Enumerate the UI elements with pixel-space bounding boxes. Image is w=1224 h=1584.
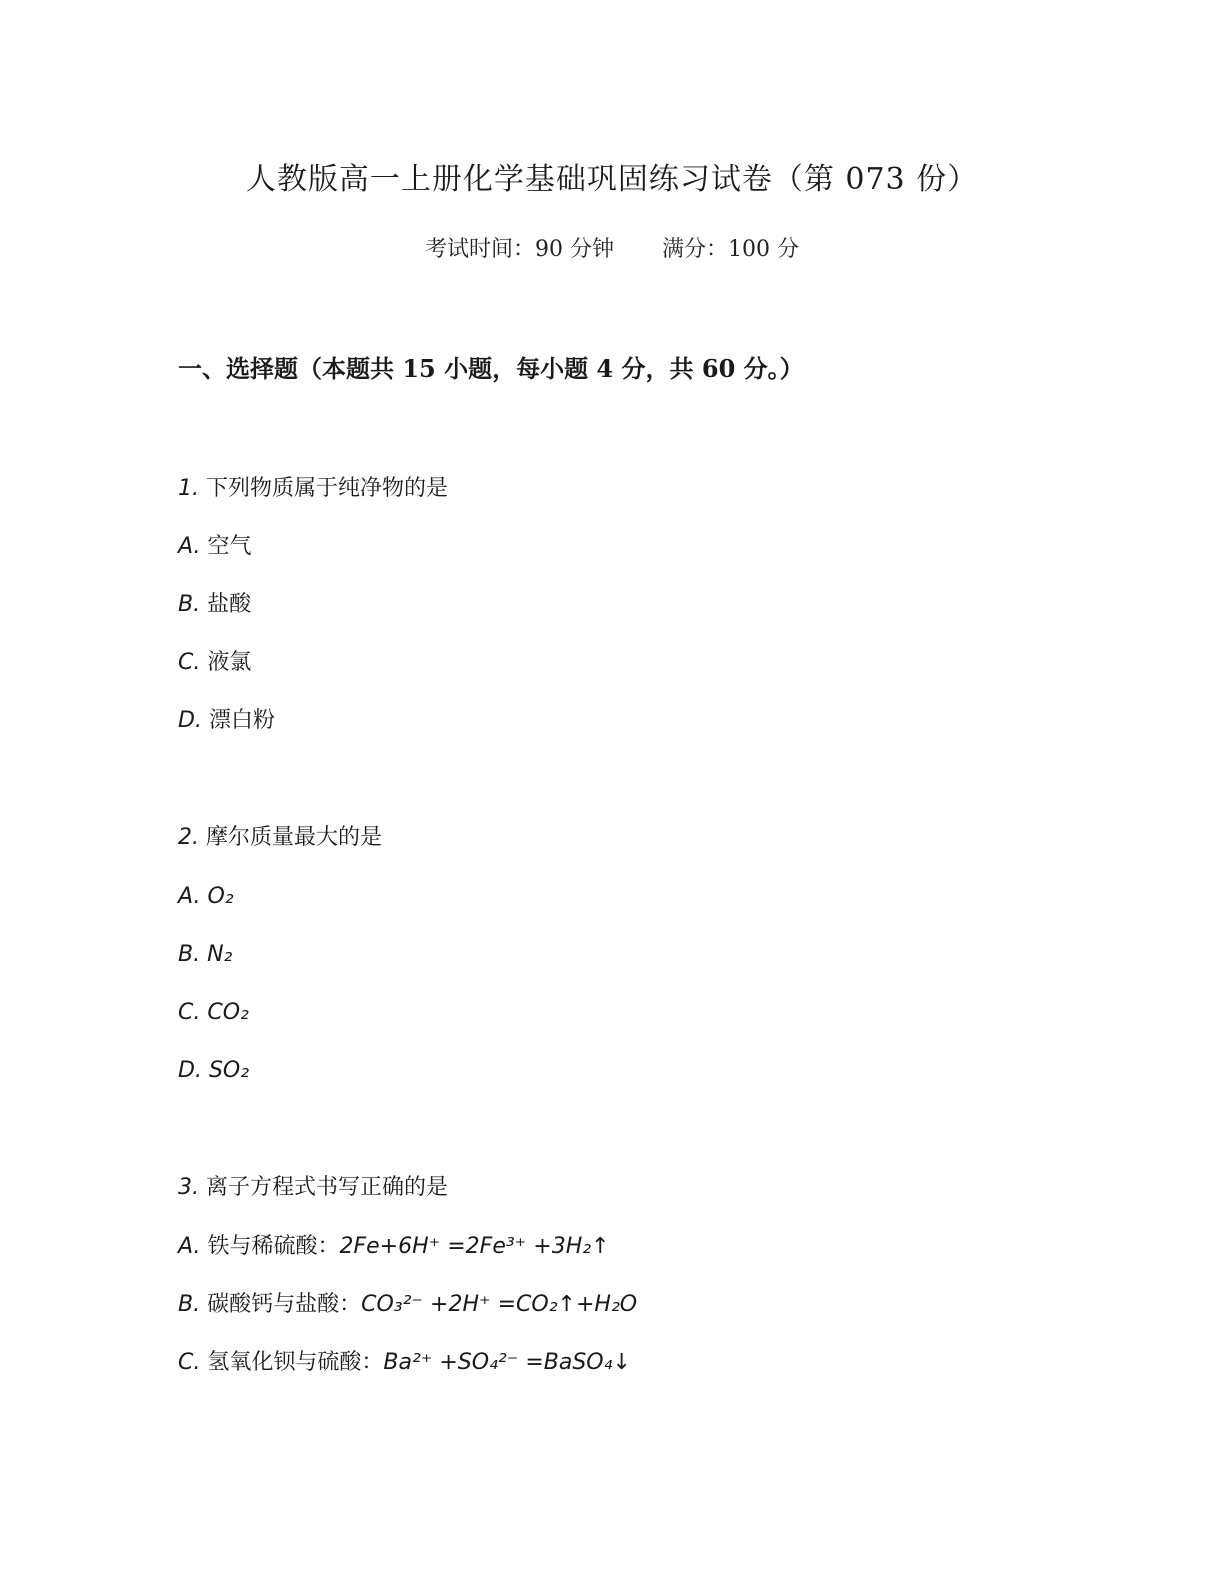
option-label: C. bbox=[178, 650, 201, 675]
option bbox=[178, 647, 251, 679]
question-number: 1. bbox=[178, 476, 199, 501]
option bbox=[178, 881, 234, 913]
option-prefix: 氢氧化钡与硫酸： bbox=[207, 1350, 384, 1375]
question-text: 离子方程式书写正确的是 bbox=[206, 1175, 449, 1200]
option-label: A. bbox=[178, 534, 201, 559]
option-label: B. bbox=[178, 1292, 201, 1317]
option-label: C. bbox=[178, 1000, 201, 1025]
option-formula: O₂ bbox=[207, 884, 234, 909]
option-prefix: 碳酸钙与盐酸： bbox=[207, 1292, 362, 1317]
option-text: 空气 bbox=[207, 534, 252, 559]
full-score: 满分：100 分 bbox=[662, 237, 799, 262]
option-formula: CO₃²⁻ +2H⁺ =CO₂↑+H₂O bbox=[361, 1292, 638, 1317]
option-label: B. bbox=[178, 942, 201, 967]
section-heading: 一、选择题（本题共 15 小题，每小题 4 分，共 60 分。） bbox=[178, 354, 804, 383]
question-stem bbox=[178, 473, 448, 505]
option-label: C. bbox=[178, 1350, 201, 1375]
option-label: D. bbox=[178, 1058, 202, 1083]
option-formula: N₂ bbox=[207, 942, 233, 967]
option-label: A. bbox=[178, 1234, 201, 1259]
question-text: 下列物质属于纯净物的是 bbox=[206, 476, 449, 501]
exam-meta bbox=[0, 234, 1224, 266]
option-formula: 2Fe+6H⁺ =2Fe³⁺ +3H₂↑ bbox=[339, 1234, 610, 1259]
document-title: 人教版高一上册化学基础巩固练习试卷（第 073 份） bbox=[245, 162, 979, 197]
option-text: 盐酸 bbox=[207, 592, 252, 617]
question-stem bbox=[178, 1172, 448, 1204]
option bbox=[178, 1231, 610, 1263]
option-label: B. bbox=[178, 592, 201, 617]
exam-time: 考试时间：90 分钟 bbox=[425, 237, 614, 262]
option-text: 漂白粉 bbox=[208, 708, 275, 733]
option bbox=[178, 1055, 249, 1087]
option-formula: CO₂ bbox=[207, 1000, 249, 1025]
option bbox=[178, 531, 251, 563]
option-formula: Ba²⁺ +SO₄²⁻ =BaSO₄↓ bbox=[383, 1350, 631, 1375]
option-label: A. bbox=[178, 884, 201, 909]
option bbox=[178, 705, 275, 737]
option bbox=[178, 1289, 637, 1321]
option-formula: SO₂ bbox=[208, 1058, 250, 1083]
option-label: D. bbox=[178, 708, 202, 733]
option bbox=[178, 589, 251, 621]
question-text: 摩尔质量最大的是 bbox=[206, 825, 383, 850]
option-text: 液氯 bbox=[207, 650, 252, 675]
option bbox=[178, 997, 249, 1029]
option-prefix: 铁与稀硫酸： bbox=[207, 1234, 340, 1259]
question-stem bbox=[178, 822, 382, 854]
question-number: 3. bbox=[178, 1175, 199, 1200]
option bbox=[178, 939, 232, 971]
question-number: 2. bbox=[178, 825, 199, 850]
option bbox=[178, 1347, 631, 1379]
